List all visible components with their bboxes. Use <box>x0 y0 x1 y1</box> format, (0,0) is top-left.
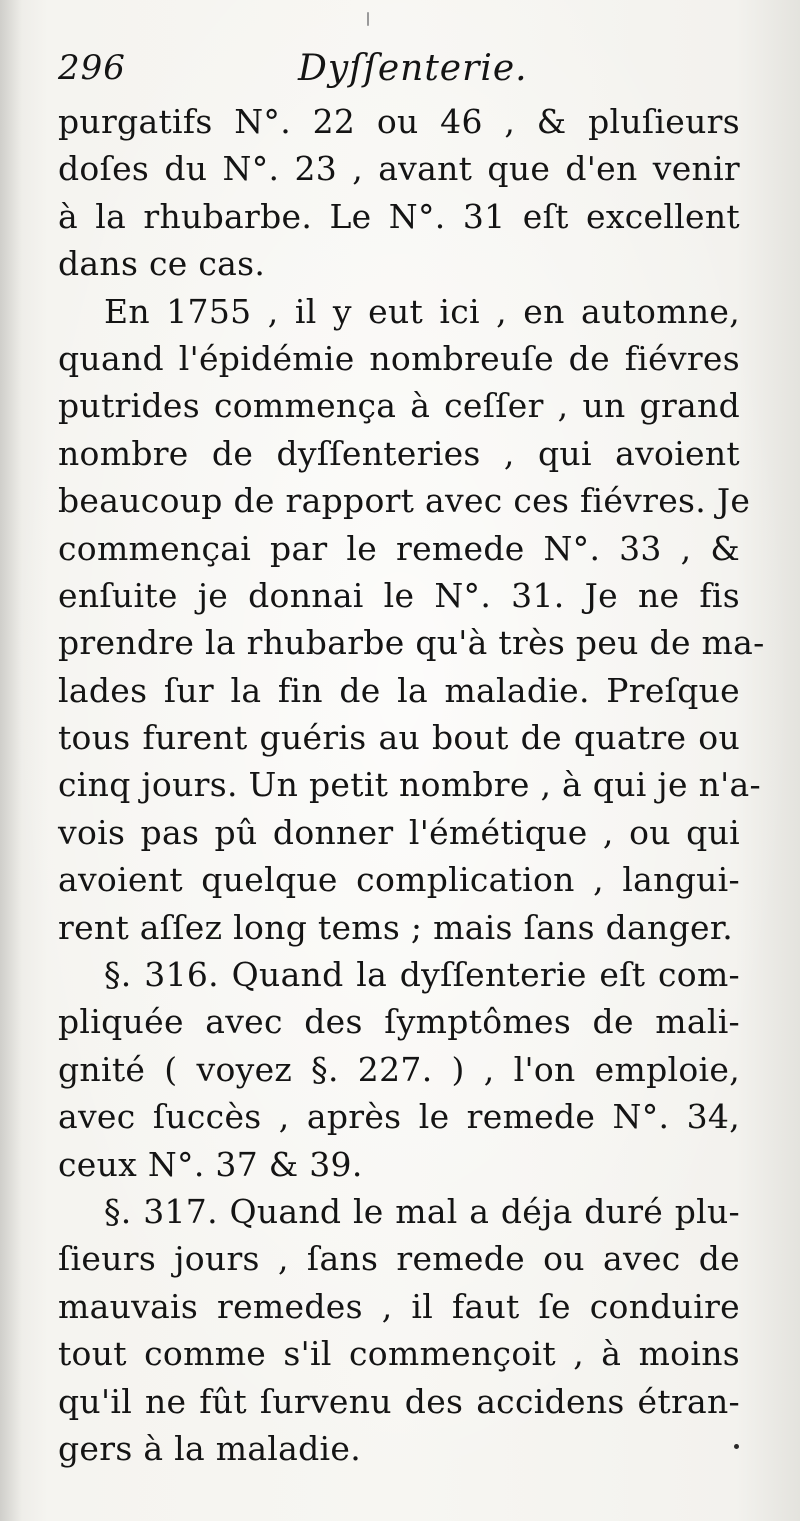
text-line: quand l'épidémie nombreuſe de fiévres <box>58 338 740 378</box>
text-line: enſuite je donnai le N°. 31. Je ne fis <box>58 575 740 615</box>
ink-speck <box>734 1444 739 1449</box>
text-line: tout comme s'il commençoit , à moins <box>58 1334 740 1374</box>
text-line: vois pas pû donner l'émétique , ou qui <box>58 812 740 852</box>
text-line: ceux N°. 37 & 39. <box>58 1144 363 1184</box>
text-line: commençai par le remede N°. 33 , & <box>58 528 740 568</box>
ink-speck <box>367 12 369 26</box>
text-line: avoient quelque complication , langui- <box>58 860 740 900</box>
text-line: gers à la maladie. <box>58 1428 362 1468</box>
section-316-line: §. 316. Quand la dyſſenterie eſt com- <box>104 955 740 995</box>
text-line: mauvais remedes , il faut ſe conduire <box>58 1286 740 1326</box>
text-line: rent aſſez long tems ; mais ſans danger. <box>58 907 734 947</box>
text-line: doſes du N°. 23 , avant que d'en venir <box>58 149 740 189</box>
paragraph-start-line: En 1755 , il y eut ici , en automne, <box>104 291 740 331</box>
text-line: à la rhubarbe. Le N°. 31 eſt excellent <box>58 196 740 236</box>
text-line: gnité ( voyez §. 227. ) , l'on emploie, <box>58 1049 740 1089</box>
text-line: pliquée avec des ſymptômes de mali- <box>58 1002 740 1042</box>
text-line: nombre de dyſſenteries , qui avoient <box>58 433 740 473</box>
text-line: qu'il ne fût ſurvenu des accidens étran- <box>58 1381 740 1421</box>
text-line: dans ce cas. <box>58 244 266 284</box>
text-line: avec ſuccès , après le remede N°. 34, <box>58 1097 740 1137</box>
page-number: 296 <box>58 48 126 88</box>
text-line: purgatifs N°. 22 ou 46 , & pluſieurs <box>58 102 740 141</box>
text-line: lades ſur la fin de la maladie. Preſque <box>58 670 740 710</box>
text-line: putrides commença à ceſſer , un grand <box>58 386 740 426</box>
text-line: prendre la rhubarbe qu'à très peu de ma- <box>58 623 765 663</box>
text-line: cinq jours. Un petit nombre , à qui je n'a- <box>58 765 761 805</box>
body-text <box>58 98 765 1472</box>
section-317-line: §. 317. Quand le mal a déja duré plu- <box>104 1191 740 1231</box>
text-line: beaucoup de rapport avec ces fiévres. Je <box>58 481 751 521</box>
text-line: tous furent guéris au bout de quatre ou <box>58 718 740 758</box>
page-edge-shadow <box>0 0 22 1521</box>
running-title: Dyſſenterie. <box>298 48 528 89</box>
text-line: ſieurs jours , ſans remede ou avec de <box>58 1239 740 1279</box>
